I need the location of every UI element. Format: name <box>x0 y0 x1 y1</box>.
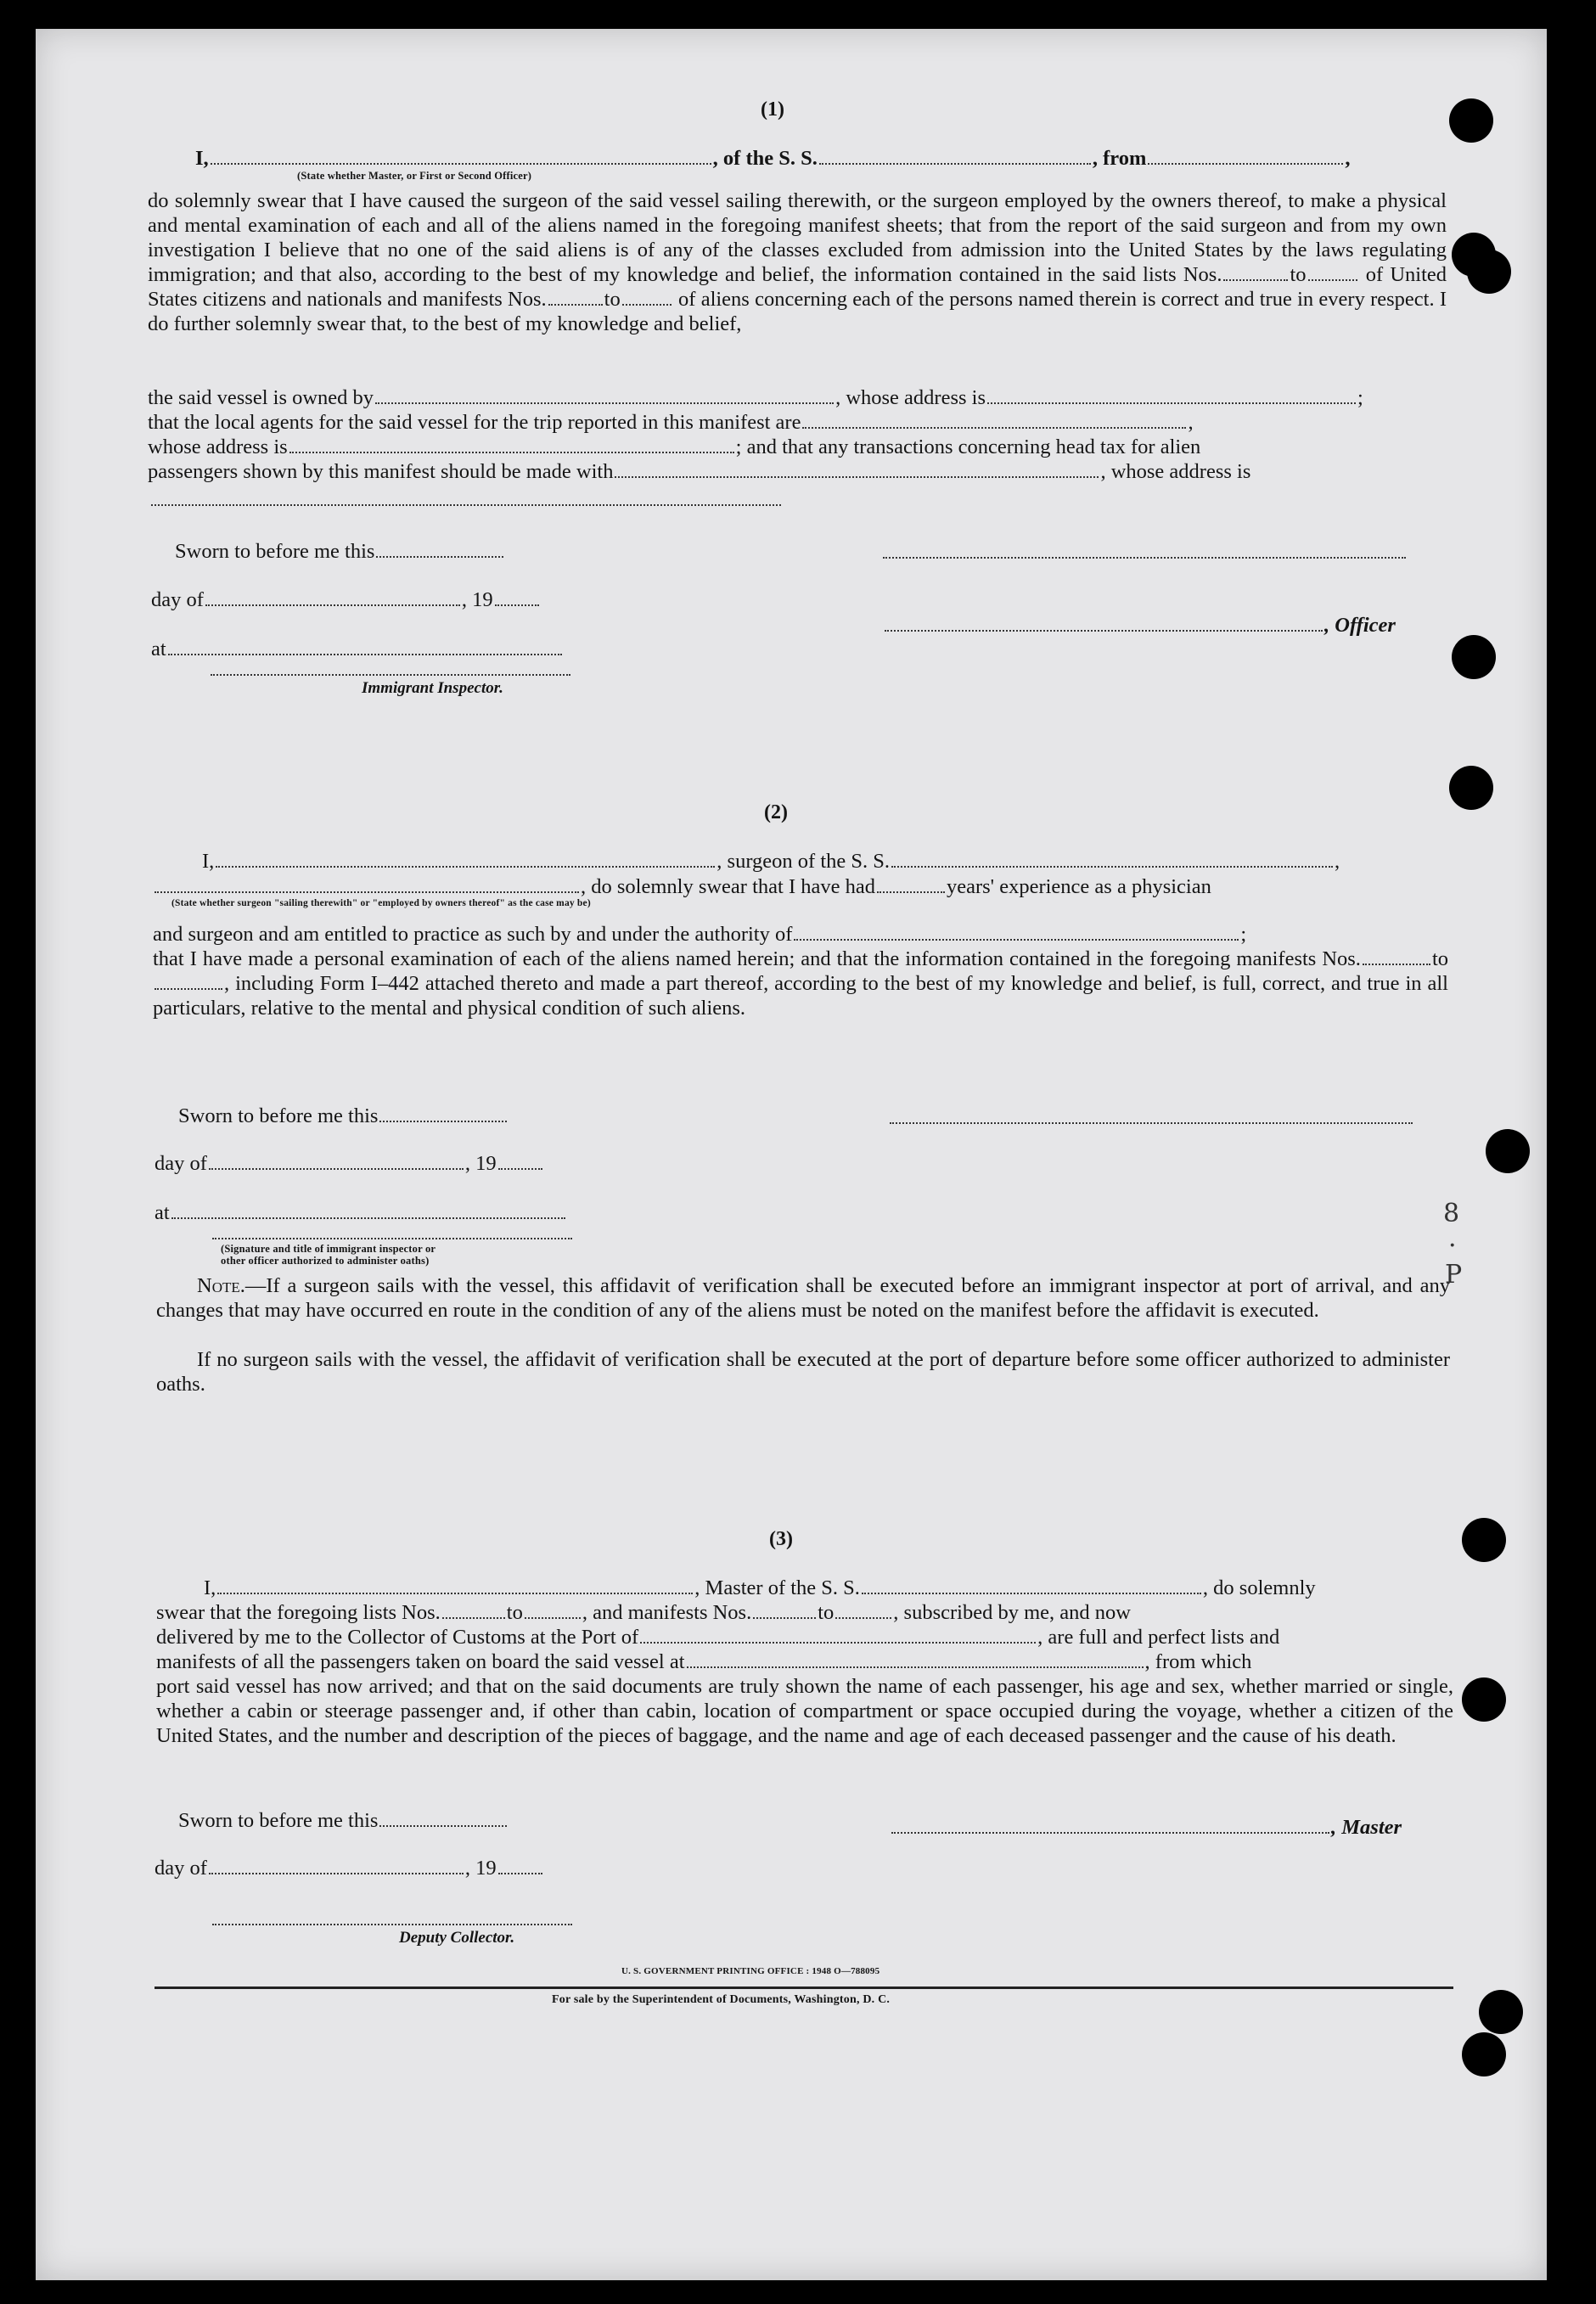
document-page <box>36 29 1547 2280</box>
handwritten-mark: · <box>1448 1231 1457 1261</box>
boarded-line: manifests of all the passengers taken on board the said vessel at , from which <box>156 1650 1252 1673</box>
agents-address-line: whose address is ; and that any transactions concerning head tax for alien <box>148 436 1201 458</box>
for-sale-note: For sale by the Superintendent of Documents, Washington, D. C. <box>552 1993 891 2006</box>
lists-line: swear that the foregoing lists Nos. to , and manifests Nos. to , subscribed by me, and now <box>156 1601 1131 1624</box>
sworn-line: Sworn to before me this <box>178 1808 509 1833</box>
head-tax-line: passengers shown by this manifest should be made with , whose address is <box>148 460 1251 483</box>
punch-hole <box>1462 1518 1506 1562</box>
section-number: (2) <box>764 801 788 823</box>
punch-hole <box>1486 1129 1530 1173</box>
experience-line: , do solemnly swear that I have had years' experience as a physician <box>153 874 1211 899</box>
note-paragraph-2: If no surgeon sails with the vessel, the affidavit of verification shall be executed at the port of departure before some officer authorized to administer oaths. <box>156 1348 1450 1396</box>
day-line: day of , 19 <box>151 587 541 612</box>
punch-hole <box>1479 1990 1523 2034</box>
signature-note: (Signature and title of immigrant inspector or <box>221 1243 436 1255</box>
printing-office: U. S. GOVERNMENT PRINTING OFFICE : 1948 O—788095 <box>621 1966 880 1976</box>
at-line: at <box>151 637 564 661</box>
field-note: (State whether surgeon "sailing therewith" or "employed by owners thereof" as the case may be) <box>171 898 591 908</box>
officer-line: , Officer <box>883 613 1396 638</box>
punch-hole <box>1462 1677 1506 1722</box>
deputy-title: Deputy Collector. <box>399 1929 515 1947</box>
port-line: delivered by me to the Collector of Customs at the Port of , are full and perfect lists and <box>156 1626 1280 1649</box>
note-paragraph: Note.—If a surgeon sails with the vessel, this affidavit of verification shall be executed before an immigrant inspector at port of arrival, and any changes that may have occurred en route in the condition of any of the aliens must be noted on the manifest before the affidavit is executed. <box>156 1274 1450 1322</box>
master-line: I, , Master of the S. S. , do solemnly <box>204 1576 1316 1599</box>
signature-blank <box>890 1122 1413 1124</box>
signature-blank <box>883 557 1406 559</box>
section-number: (3) <box>769 1528 793 1550</box>
day-line: day of , 19 <box>155 1856 544 1880</box>
owner-line: the said vessel is owned by , whose address is ; <box>148 386 1363 409</box>
handwritten-mark: P <box>1445 1260 1463 1290</box>
address-blank <box>151 504 781 506</box>
officer-signature <box>212 1238 572 1239</box>
punch-hole <box>1467 250 1511 294</box>
sworn-line: Sworn to before me this <box>178 1104 509 1128</box>
footer-rule <box>155 1986 1453 1989</box>
field-note: (State whether Master, or First or Second Officer) <box>297 170 532 182</box>
examination-paragraph: that I have made a personal examination of each of the aliens named herein; and that the information contained in the foregoing manifests Nos. to, including Form I–442 attached thereto and made a part thereof, according to the best of my knowledge and belief, is full, correct, and true in all particulars, relative to the mental and physical condition of such aliens. <box>153 947 1448 1020</box>
master-signature-line: , Master <box>890 1815 1402 1840</box>
arrival-paragraph: port said vessel has now arrived; and that on the said documents are truly shown the name of each passenger, his age and sex, whether married or single, whether a cabin or steerage passenger and, if other than cabin, location of compartment or space occupied during the voyage, whether a citizen of the United States, and the number and description of the pieces of baggage, and the name and age of each deceased passenger and the cause of his death. <box>156 1675 1453 1747</box>
handwritten-mark: 8 <box>1443 1199 1460 1228</box>
signature-note: other officer authorized to administer oaths) <box>221 1255 430 1267</box>
punch-hole <box>1462 2032 1506 2076</box>
day-line: day of , 19 <box>155 1151 544 1176</box>
punch-hole <box>1452 635 1496 679</box>
punch-hole <box>1449 98 1493 143</box>
at-line: at <box>155 1200 567 1225</box>
inspector-title: Immigrant Inspector. <box>362 679 503 697</box>
sworn-line: Sworn to before me this <box>175 539 505 564</box>
surgeon-line: I, , surgeon of the S. S. , <box>202 850 1340 873</box>
deputy-signature <box>212 1924 572 1925</box>
section-number: (1) <box>761 98 784 121</box>
punch-hole <box>1449 766 1493 810</box>
affiant-line: I, , of the S. S. , from , <box>195 147 1351 170</box>
authority-line: and surgeon and am entitled to practice as such by and under the authority of ; <box>153 923 1247 946</box>
oath-paragraph: do solemnly swear that I have caused the surgeon of the said vessel sailing therewith, or the surgeon employed by the owners thereof, to make a physical and mental examination of each and all of the aliens named in the foregoing manifest sheets; that from the report of the said surgeon and from my own investigation I believe that no one of the said aliens is of any of the classes excluded from admission into the United States by the laws regulating immigration; and that also, according to the best of my knowledge and belief, the information contained in the said lists Nos. to of United States citizens and nationals and manifests Nos. to of aliens concerning each of the persons named therein is correct and true in every respect. I do further solemnly swear that, to the best of my knowledge and belief, <box>148 189 1447 335</box>
agents-line: that the local agents for the said vessel for the trip reported in this manifest are , <box>148 411 1194 434</box>
